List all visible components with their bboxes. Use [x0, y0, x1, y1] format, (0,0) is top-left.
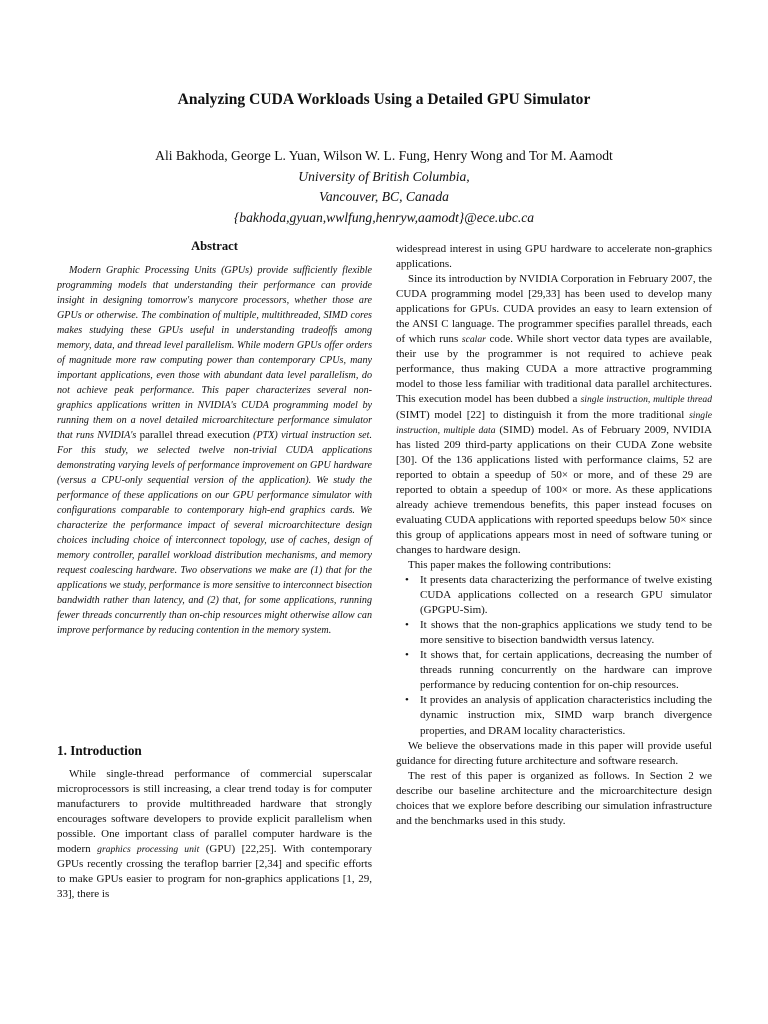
bullet-icon: •: [405, 619, 409, 632]
abstract-upright-term: parallel thread execution: [139, 429, 250, 441]
introduction-text: [57, 767, 372, 902]
paragraph: This paper makes the following contributions:: [408, 558, 612, 571]
list-item-text: It presents data characterizing the performance of twelve existing CUDA applications collected on a research GPU simulator (GPGPU-Sim).: [420, 574, 712, 617]
paragraph-part: code. While short vector data types are available, their use by the programmer is not required to achieve peak performance, thus making CUDA a more attractive programming model to those less familiar with traditional data parallel architectures. This execution model has been dubbed a: [396, 333, 713, 406]
intro-text-part-b: (GPU) [22,25]. With contemporary GPUs recently crossing the teraflop barrier [2,34] and specific efforts to make GPUs easier to program for non-graphics applications [1, 29, 33], there is: [57, 843, 372, 901]
list-item-text: It provides an analysis of application characteristics including the dynamic instruction mix, SIMD warp branch divergence properties, and DRAM locality characteristics.: [420, 694, 712, 737]
right-column: [396, 242, 712, 829]
paragraph-part: (SIMD) model. As of February 2009, NVIDIA has listed 209 third-party applications on their CUDA Zone website [30]. Of the 136 applications listed with performance claims, 52 are reported to obtain a speedup of 50× or more, and of these 29 are reported to obtain a speedup of 100× or more. As these applications already achieve tremendous benefits, this paper instead focuses on evaluating CUDA applications with reported speedups below 50× since this group of applications appears most in need of software tuning or changes to hardware design.: [396, 423, 712, 556]
list-item: [396, 618, 712, 648]
list-item-text: It shows that, for certain applications, decreasing the number of threads running concurrently on the hardware can improve performance by reducing contention for on-chip resources.: [420, 649, 712, 692]
author-names: Ali Bakhoda, George L. Yuan, Wilson W. L. Fung, Henry Wong and Tor M. Aamodt: [155, 148, 613, 163]
list-item: [396, 573, 712, 618]
paragraph: The rest of this paper is organized as follows. In Section 2 we describe our baseline architecture and the microarchitecture design choices that we explore before describing our simulation infrastructure and the benchmarks used in this study.: [396, 769, 712, 827]
italic-term: single instruction, multiple thread: [580, 394, 713, 406]
paper-title: Analyzing CUDA Workloads Using a Detailed GPU Simulator: [177, 91, 591, 108]
italic-term: scalar: [461, 334, 486, 346]
author-location: Vancouver, BC, Canada: [319, 189, 449, 204]
bullet-icon: •: [405, 649, 409, 662]
abstract-text: [57, 263, 372, 638]
paragraph: We believe the observations made in this paper will provide useful guidance for directing future architecture and software research.: [396, 739, 712, 767]
abstract-text-part-b: (PTX) virtual instruction set. For this study, we selected twelve non-trivial CUDA applications demonstrating varying levels of performance improvement on GPU hardware (versus a CPU-only sequential version of the application). We study the performance of these applications on our GPU performance simulator with configurations comparable to contemporary high-end graphics cards. We characterize the performance impact of several microarchitecture design choices including choice of interconnect topology, use of caches, design of memory controller, parallel workload distribution mechanisms, and memory request coalescing hardware. Two observations we make are (1) that for the applications we study, performance is more sensitive to interconnect bisection bandwidth rather than latency, and (2) that, for some applications, running fewer threads concurrently than on-chip resources might otherwise allow can improve performance by reducing contention in the memory system.: [57, 430, 372, 636]
list-item-text: It shows that the non-graphics applications we study tend to be more sensitive to bisection bandwidth versus latency.: [420, 619, 712, 647]
author-email: {bakhoda,gyuan,wwlfung,henryw,aamodt}@ece.ubc.ca: [233, 209, 535, 225]
bullet-icon: •: [405, 694, 409, 707]
paragraph: widespread interest in using GPU hardware to accelerate non-graphics applications.: [396, 243, 712, 271]
italic-term: single instruction, multiple data: [396, 409, 712, 436]
bullet-icon: •: [405, 574, 409, 587]
paragraph-part: Since its introduction by NVIDIA Corporation in February 2007, the CUDA programming model [29,33] has been used to develop many applications for GPUs. CUDA provides an easy to learn extension of the ANSI C language. The programmer specifies parallel threads, each of which runs: [396, 273, 712, 346]
intro-text-part-a: While single-thread performance of commercial superscalar microprocessors is still increasing, a clear trend today is for computer manufacturers to provide multithreaded hardware that strongly encourages software developers to provide explicit parallelism when possible. One important class of parallel computer hardware is the modern: [57, 768, 372, 856]
intro-term: graphics processing unit: [97, 844, 200, 856]
list-item: [396, 693, 712, 738]
abstract-heading: Abstract: [191, 239, 238, 253]
contributions-list: [396, 573, 712, 739]
abstract-text-part-a: Modern Graphic Processing Units (GPUs) provide sufficiently flexible programming models that understanding their performance can provide insight in designing tomorrow's manycore processors, whether those are GPUs or otherwise. The combination of multiple, multithreaded, SIMD cores makes studying these GPUs useful in understanding tradeoffs among memory, data, and thread level parallelism. While modern GPUs offer orders of magnitude more raw computing power than contemporary CPUs, many important applications, even those with abundant data level parallelism, do not achieve peak performance. This paper characterizes several non-graphics applications written in NVIDIA's CUDA programming model by running them on a novel detailed microarchitecture performance simulator that runs NVIDIA's: [57, 265, 372, 441]
paragraph: [396, 272, 712, 558]
author-affiliation: University of British Columbia,: [298, 168, 470, 184]
author-block: [0, 146, 768, 228]
list-item: [396, 648, 712, 693]
introduction-heading: 1. Introduction: [57, 743, 142, 758]
paragraph-part: (SIMT) model [22] to distinguish it from the more traditional: [396, 408, 690, 421]
